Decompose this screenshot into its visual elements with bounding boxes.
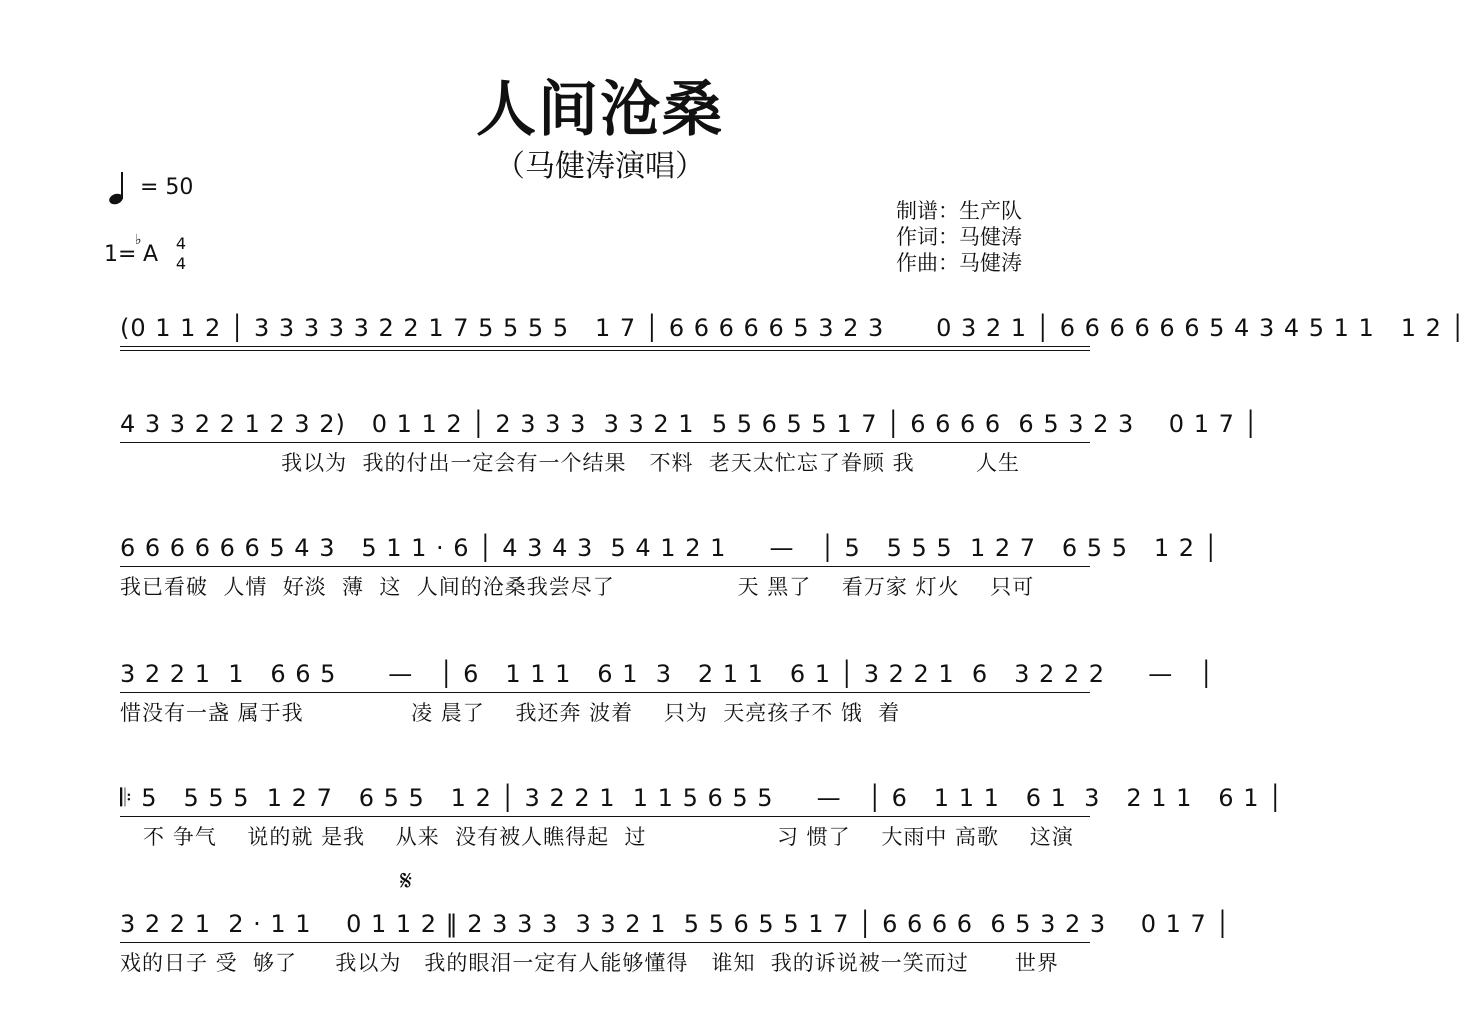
credit-arranger: 制谱：生产队 bbox=[896, 199, 1022, 223]
segno-icon: 𝄋 bbox=[400, 864, 413, 897]
notation-line: 3 2 2 1 1 6 6 5 — │ 6 1 1 1 6 1 3 2 1 1 6 1 │ 3 2 2 1 6 3 2 2 2 — │ bbox=[120, 660, 1215, 688]
staff-system-5 bbox=[112, 770, 1284, 850]
lyrics-line: 戏的日子 受 够了 我以为 我的眼泪一定有人能够懂得 谁知 我的诉说被一笑而过 世界 bbox=[120, 951, 1059, 975]
staff-system-2 bbox=[112, 396, 1259, 476]
key-letter: A bbox=[143, 242, 159, 267]
staff-system-4 bbox=[112, 646, 1215, 726]
key-prefix: 1= bbox=[104, 242, 137, 267]
notation-line: 6 6 6 6 6 6 5 4 3 5 1 1 · 6 │ 4 3 4 3 5 4 1 2 1 — │ 5 5 5 5 1 2 7 6 5 5 1 2 │ bbox=[120, 534, 1220, 562]
beam-line bbox=[120, 942, 1090, 943]
beam-line bbox=[120, 442, 1090, 443]
notation-line: 3 2 2 1 2 · 1 1 0 1 1 2 ‖ 2 3 3 3 3 3 2 1 5 5 6 5 5 1 7 │ 6 6 6 6 6 5 3 2 3 0 1 7 │ bbox=[120, 910, 1231, 938]
notation-line: 𝄆 5 5 5 5 1 2 7 6 5 5 1 2 │ 3 2 2 1 1 1 5 6 5 5 — │ 6 1 1 1 6 1 3 2 1 1 6 1 │ bbox=[120, 784, 1284, 812]
lyrics-line: 惜没有一盏 属于我 凌 晨了 我还奔 波着 只为 天亮孩子不 饿 着 bbox=[120, 701, 901, 725]
notation-line: (0 1 1 2 │ 3 3 3 3 3 2 2 1 7 5 5 5 5 1 7 │ 6 6 6 6 6 5 3 2 3 0 3 2 1 │ 6 6 6 6 6 6 5 4 3 4 5 1 1 1 2 │ bbox=[120, 314, 1466, 342]
staff-system-3 bbox=[112, 520, 1220, 600]
beam-line-secondary bbox=[120, 350, 1090, 351]
lyrics-line: 不 争气 说的就 是我 从来 没有被人瞧得起 过 习 惯了 大雨中 高歌 这演 bbox=[120, 825, 1074, 849]
flat-icon: ♭ bbox=[135, 232, 142, 248]
key-signature bbox=[104, 232, 224, 276]
song-subtitle: （马健涛演唱） bbox=[495, 149, 705, 184]
time-signature-top: 4 bbox=[175, 234, 187, 253]
notation-line: 4 3 3 2 2 1 2 3 2) 0 1 1 2 │ 2 3 3 3 3 3 2 1 5 5 6 5 5 1 7 │ 6 6 6 6 6 5 3 2 3 0 1 7 │ bbox=[120, 410, 1259, 438]
staff-system-1 bbox=[112, 300, 1466, 380]
time-signature-bottom: 4 bbox=[175, 254, 187, 273]
credit-lyricist: 作词：马健涛 bbox=[896, 225, 1022, 249]
credits bbox=[896, 198, 1096, 276]
beam-line bbox=[120, 692, 1090, 693]
beam-line bbox=[120, 566, 1090, 567]
song-title: 人间沧桑 bbox=[476, 75, 724, 145]
tempo-value: = 50 bbox=[140, 175, 194, 200]
credit-composer: 作曲：马健涛 bbox=[896, 251, 1022, 275]
lyrics-line: 我已看破 人情 好淡 薄 这 人间的沧桑我尝尽了 天 黑了 看万家 灯火 只可 bbox=[120, 575, 1035, 599]
lyrics-line: 我以为 我的付出一定会有一个结果 不料 老天太忙忘了眷顾 我 人生 bbox=[120, 451, 1020, 475]
beam-line bbox=[120, 346, 1090, 347]
quarter-note-icon bbox=[108, 170, 132, 206]
staff-system-6 bbox=[112, 896, 1231, 976]
beam-line bbox=[120, 816, 1090, 817]
